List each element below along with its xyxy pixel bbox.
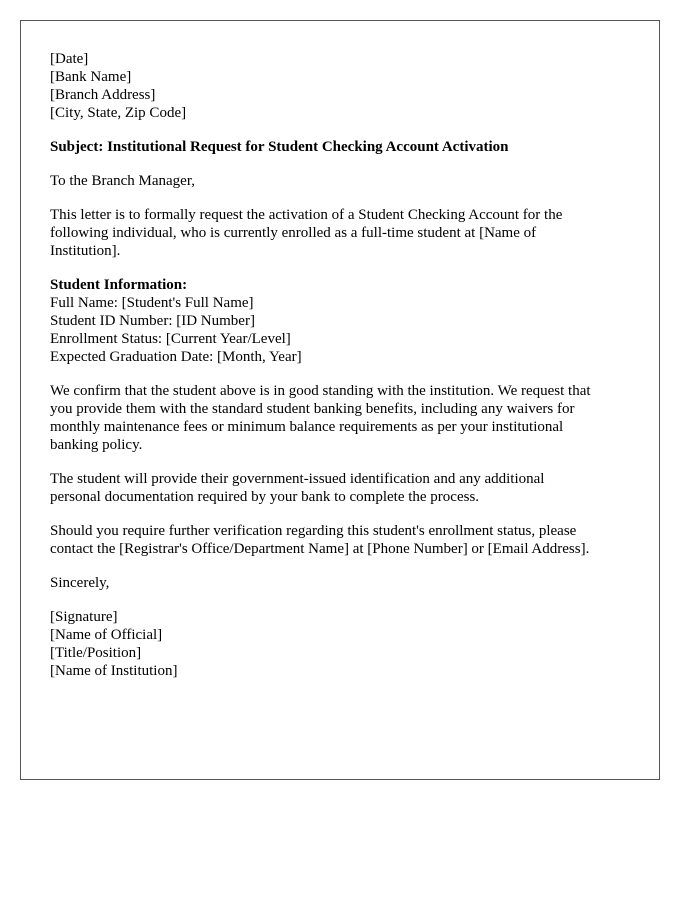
enrollment-status-line: Enrollment Status: [Current Year/Level] (50, 331, 291, 347)
student-information-heading: Student Information: (50, 277, 188, 293)
confirmation-paragraph (50, 382, 639, 454)
intro-line: This letter is to formally request the activation of a Student Checking Account for the (50, 207, 563, 223)
subject-block (50, 138, 639, 156)
closing-block (50, 574, 639, 592)
intro-paragraph (50, 206, 639, 260)
student-id-line: Student ID Number: [ID Number] (50, 313, 255, 329)
documentation-line: personal documentation required by your bank to complete the process. (50, 489, 480, 505)
official-name-line: [Name of Official] (50, 627, 163, 643)
salutation: To the Branch Manager, (50, 173, 195, 189)
verification-line: Should you require further verification regarding this student's enrollment status, please (50, 523, 577, 539)
confirmation-line: We confirm that the student above is in good standing with the institution. We request that (50, 383, 591, 399)
verification-paragraph (50, 522, 639, 558)
documentation-line: The student will provide their government-issued identification and any additional (50, 471, 545, 487)
salutation-block (50, 172, 639, 190)
full-name-line: Full Name: [Student's Full Name] (50, 295, 254, 311)
bank-name-line: [Bank Name] (50, 69, 132, 85)
city-state-zip-line: [City, State, Zip Code] (50, 105, 187, 121)
intro-line: following individual, who is currently enrolled as a full-time student at [Name of (50, 225, 537, 241)
graduation-date-line: Expected Graduation Date: [Month, Year] (50, 349, 302, 365)
confirmation-line: monthly maintenance fees or minimum balance requirements as per your institutional (50, 419, 564, 435)
institution-line: [Name of Institution] (50, 663, 178, 679)
student-information-block (50, 276, 639, 366)
sender-header (50, 50, 639, 122)
intro-line: Institution]. (50, 243, 121, 259)
confirmation-line: banking policy. (50, 437, 143, 453)
signature-block (50, 608, 639, 680)
date-line: [Date] (50, 51, 89, 67)
subject-line: Subject: Institutional Request for Student Checking Account Activation (50, 139, 509, 155)
title-line: [Title/Position] (50, 645, 142, 661)
signature-line: [Signature] (50, 609, 118, 625)
closing: Sincerely, (50, 575, 110, 591)
verification-line: contact the [Registrar's Office/Department Name] at [Phone Number] or [Email Address]. (50, 541, 590, 557)
letter-page (20, 20, 660, 780)
confirmation-line: you provide them with the standard student banking benefits, including any waivers for (50, 401, 575, 417)
documentation-paragraph (50, 470, 639, 506)
branch-address-line: [Branch Address] (50, 87, 156, 103)
